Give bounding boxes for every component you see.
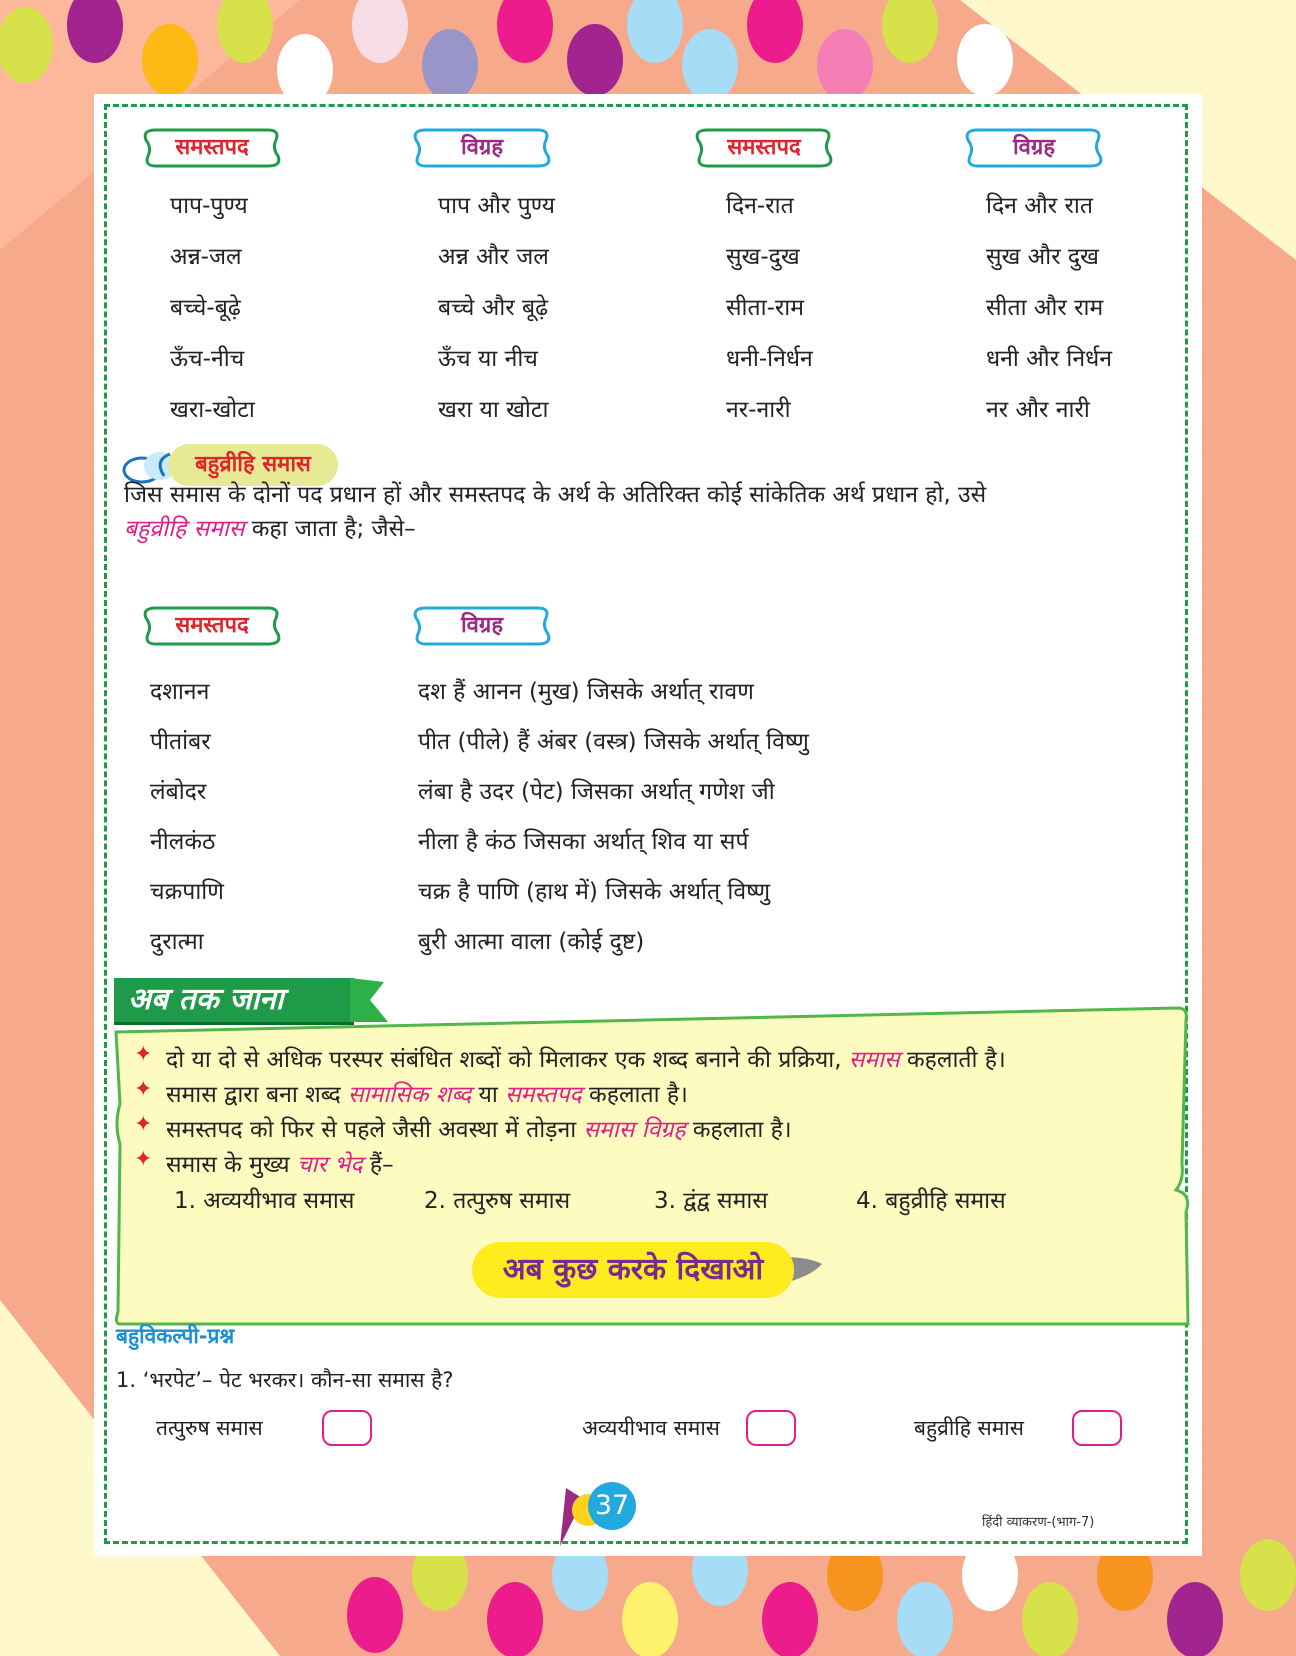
summary-banner-text: अब तक जाना (128, 982, 284, 1017)
table-cell: बुरी आत्मा वाला (कोई दुष्ट) (418, 929, 645, 955)
samas-type: 4. बहुव्रीहि समास (856, 1188, 1006, 1214)
book-title: हिंदी व्याकरण-(भाग-7) (982, 1515, 1095, 1530)
table-cell: सुख-दुख (726, 244, 800, 270)
table-cell: नर और नारी (986, 397, 1090, 423)
summary-point: समास द्वारा बना शब्द सामासिक शब्द या समस्तपद कहलाता है। (166, 1082, 688, 1108)
page (94, 94, 1202, 1556)
table-cell: बच्चे-बूढ़े (170, 295, 241, 321)
option-label: अव्ययीभाव समास (582, 1416, 720, 1440)
table-cell: खरा-खोटा (170, 397, 255, 423)
table-cell: अन्न और जल (438, 244, 549, 270)
samas-type: 3. द्वंद्व समास (654, 1188, 768, 1214)
samastpad-header: समस्तपद (142, 602, 282, 650)
samas-type: 2. तत्पुरुष समास (424, 1188, 571, 1214)
summary-banner (114, 978, 354, 1025)
summary-point: समास के मुख्य चार भेद हैं– (166, 1152, 394, 1178)
table-cell: दशानन (150, 679, 210, 705)
table-cell: बच्चे और बूढ़े (438, 295, 549, 321)
summary-point: दो या दो से अधिक परस्पर संबंधित शब्दों को मिलाकर एक शब्द बनाने की प्रक्रिया, समास कहलाती है। (166, 1047, 1006, 1073)
table-cell: दश हैं आनन (मुख) जिसके अर्थात् रावण (418, 679, 754, 705)
table-cell: दिन-रात (726, 193, 794, 219)
table-cell: सीता-राम (726, 295, 804, 321)
table-cell: धनी-निर्धन (726, 346, 813, 372)
summary-point: समस्तपद को फिर से पहले जैसी अवस्था में तोड़ना समास विग्रह कहलाता है। (166, 1117, 792, 1143)
table-cell: पीतांबर (150, 729, 211, 755)
table-cell: सीता और राम (986, 295, 1104, 321)
table-cell: चक्र है पाणि (हाथ में) जिसके अर्थात् विष्णु (418, 879, 771, 905)
table-cell: खरा या खोटा (438, 397, 549, 423)
table-cell: नर-नारी (726, 397, 791, 423)
samas-type: 1. अव्ययीभाव समास (174, 1188, 355, 1214)
table-cell: चक्रपाणि (150, 879, 224, 905)
definition-tail: कहा जाता है; जैसे– (244, 516, 416, 542)
activity-banner (472, 1242, 794, 1298)
star-icon: ✦ (134, 1147, 153, 1172)
definition-term: बहुव्रीहि समास (124, 516, 245, 542)
table-cell: दिन और रात (986, 193, 1093, 219)
option-checkbox[interactable] (1072, 1410, 1122, 1446)
vigrah-header: विग्रह (412, 124, 552, 172)
banner-ribbon (350, 978, 388, 1028)
table-cell: ऊँच-नीच (170, 346, 245, 372)
vigrah-header: विग्रह (412, 602, 552, 650)
table-cell: नीला है कंठ जिसका अर्थात् शिव या सर्प (418, 829, 749, 855)
star-icon: ✦ (134, 1077, 153, 1102)
table-cell: दुरात्मा (150, 929, 204, 955)
table-cell: धनी और निर्धन (986, 346, 1113, 372)
table-cell: अन्न-जल (170, 244, 242, 270)
table-cell: नीलकंठ (150, 829, 216, 855)
table-cell: लंबोदर (150, 779, 207, 805)
samastpad-header: समस्तपद (694, 124, 834, 172)
table-cell: लंबा है उदर (पेट) जिसका अर्थात् गणेश जी (418, 779, 775, 805)
option-checkbox[interactable] (746, 1410, 796, 1446)
table-cell: पाप और पुण्य (438, 193, 555, 219)
definition-paragraph (124, 478, 1172, 546)
option-checkbox[interactable] (322, 1410, 372, 1446)
table-cell: सुख और दुख (986, 244, 1099, 270)
activity-banner-text: अब कुछ करके दिखाओ (502, 1252, 764, 1287)
star-icon: ✦ (134, 1042, 153, 1067)
option-label: तत्पुरुष समास (156, 1416, 263, 1440)
samastpad-header: समस्तपद (142, 124, 282, 172)
definition-text: जिस समास के दोनों पद प्रधान हों और समस्तपद के अर्थ के अतिरिक्त कोई सांकेतिक अर्थ प्रधान हो, उसे (124, 482, 987, 508)
table-cell: ऊँच या नीच (438, 346, 538, 372)
table-cell: पीत (पीले) हैं अंबर (वस्त्र) जिसके अर्थात् विष्णु (418, 729, 809, 755)
mcq-heading: बहुविकल्पी-प्रश्न (116, 1324, 235, 1348)
table-cell: पाप-पुण्य (170, 193, 248, 219)
vigrah-header: विग्रह (964, 124, 1104, 172)
page-number: 37 (588, 1482, 636, 1530)
question-text: 1. ‘भरपेट’– पेट भरकर। कौन-सा समास है? (116, 1368, 454, 1392)
section-heading: बहुव्रीहि समास (195, 452, 311, 477)
option-label: बहुव्रीहि समास (914, 1416, 1024, 1440)
star-icon: ✦ (134, 1112, 153, 1137)
